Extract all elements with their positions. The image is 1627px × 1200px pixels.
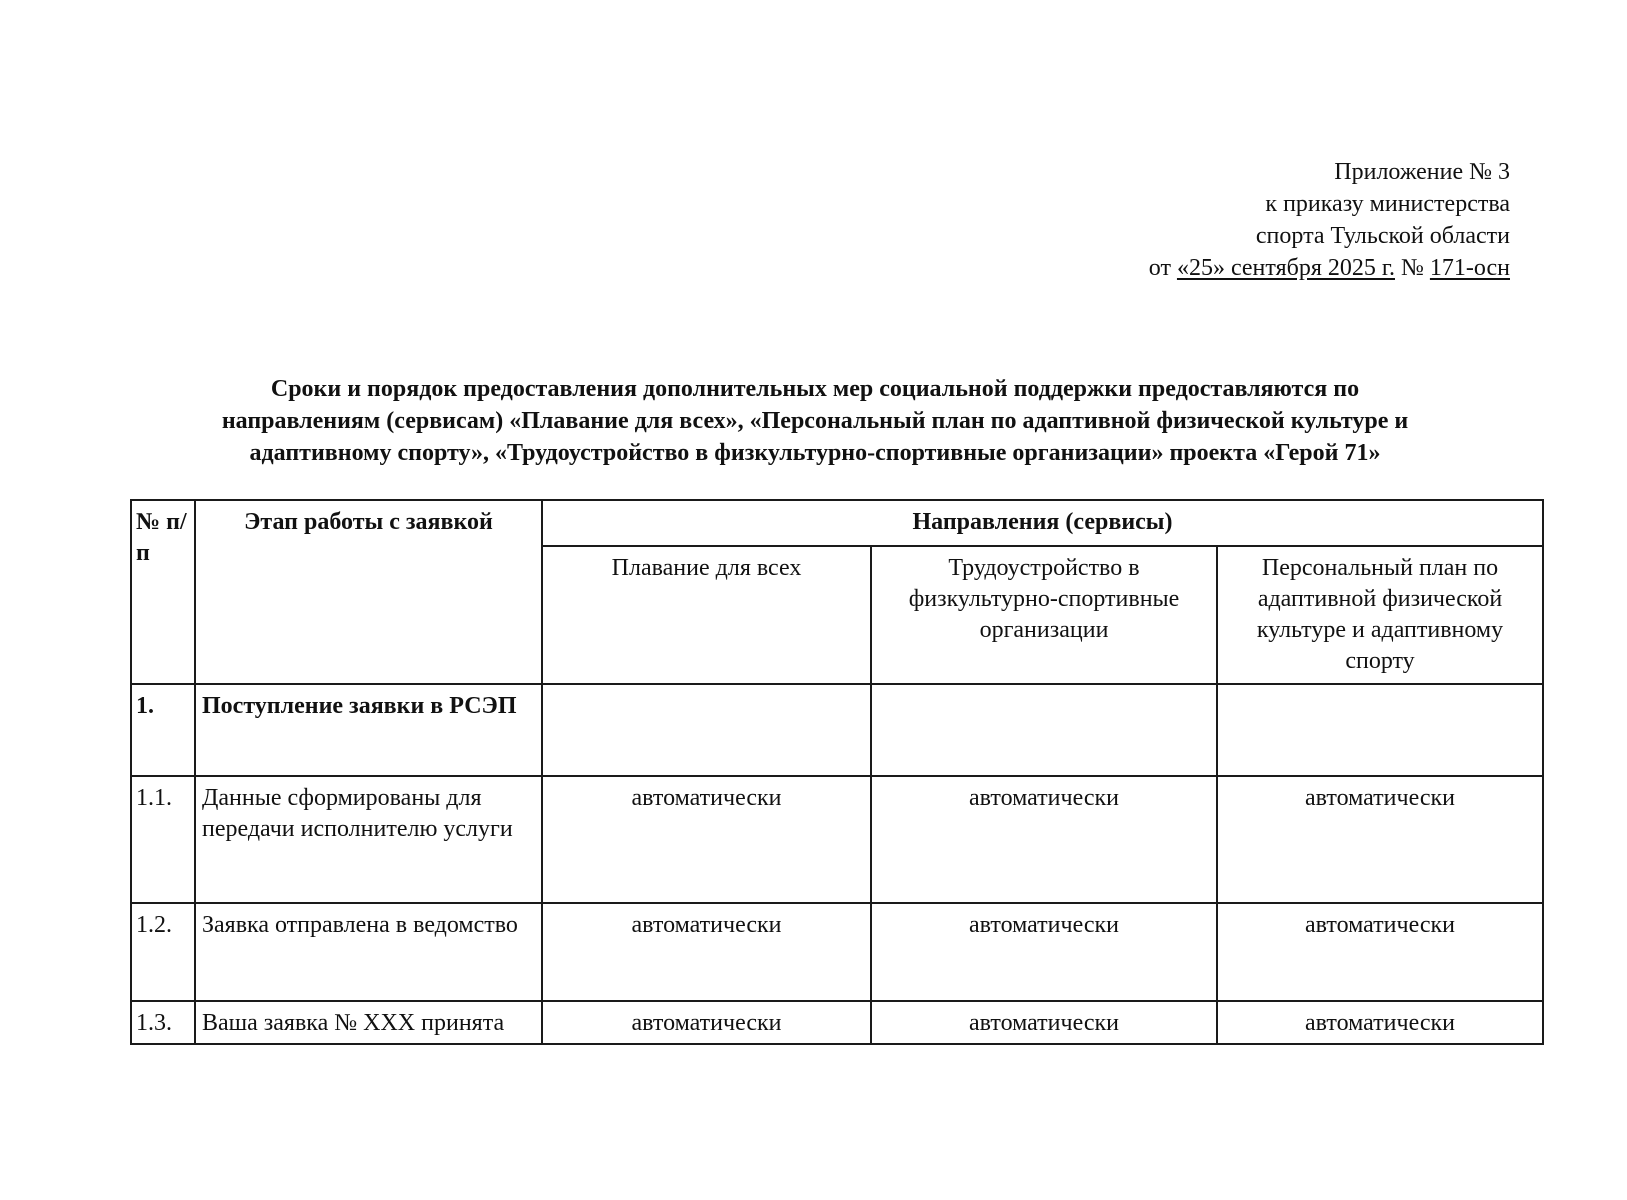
header-stage: Этап работы с заявкой [195,500,542,684]
row-cell-adaptive-plan: автоматически [1217,1001,1543,1044]
row-cell-adaptive-plan [1217,684,1543,776]
appendix-block [990,156,1510,284]
title-line-2: направлениям (сервисам) «Плавание для всех», «Персональный план по адаптивной физической культуре и [221,408,1409,434]
row-cell-adaptive-plan: автоматически [1217,776,1543,903]
order-number: 171-осн [1429,255,1510,281]
row-cell-swimming: автоматически [542,776,871,903]
header-service-employment: Трудоустройство в физкультурно-спортивные организации [871,546,1217,684]
header-service-swimming: Плавание для всех [542,546,871,684]
header-num: № п/п [131,500,195,684]
services-table [130,499,1544,1045]
row-stage: Ваша заявка № XXX принята [195,1001,542,1044]
header-directions: Направления (сервисы) [542,500,1543,546]
row-num: 1.1. [131,776,195,903]
date-prefix: от [1148,255,1177,281]
table-row [131,1001,1543,1044]
appendix-line-2: к приказу министерства [1265,191,1510,217]
row-cell-employment: автоматически [871,903,1217,1001]
table-header-row [131,500,1543,546]
table-row [131,903,1543,1001]
row-num: 1. [131,684,195,776]
header-service-adaptive-plan: Персональный план по адаптивной физической культуре и адаптивному спорту [1217,546,1543,684]
row-cell-employment [871,684,1217,776]
row-num: 1.3. [131,1001,195,1044]
number-prefix: № [1395,255,1430,281]
row-cell-swimming: автоматически [542,1001,871,1044]
document-title [150,373,1480,469]
table-row [131,684,1543,776]
row-cell-employment: автоматически [871,1001,1217,1044]
row-cell-employment: автоматически [871,776,1217,903]
title-line-1: Сроки и порядок предоставления дополнительных мер социальной поддержки предоставляются по [270,376,1360,402]
row-stage: Заявка отправлена в ведомство [195,903,542,1001]
appendix-line-1: Приложение № 3 [1334,159,1510,185]
row-stage: Поступление заявки в РСЭП [195,684,542,776]
row-cell-adaptive-plan: автоматически [1217,903,1543,1001]
row-num: 1.2. [131,903,195,1001]
order-date: «25» сентября 2025 г. [1176,255,1395,281]
appendix-line-3: спорта Тульской области [1255,223,1510,249]
title-line-3: адаптивному спорту», «Трудоустройство в физкультурно-спортивные организации» проекта «Герой 71» [249,440,1381,466]
row-stage: Данные сформированы для передачи исполнителю услуги [195,776,542,903]
row-cell-swimming [542,684,871,776]
table-row [131,776,1543,903]
row-cell-swimming: автоматически [542,903,871,1001]
appendix-order-line [990,252,1510,284]
